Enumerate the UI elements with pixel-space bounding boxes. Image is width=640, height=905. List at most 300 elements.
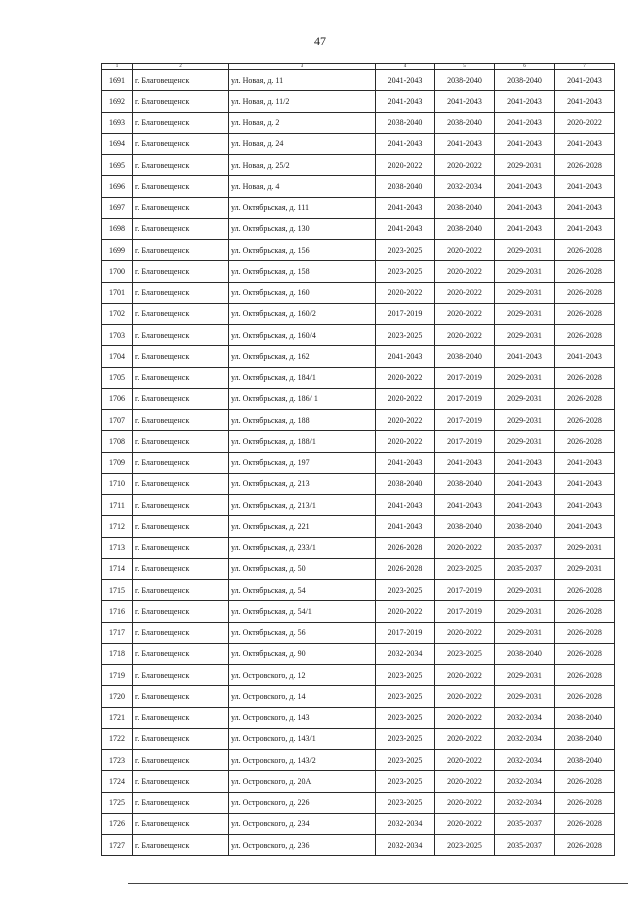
period-cell-col6: 2041-2043 (495, 218, 555, 239)
period-cell-col4: 2023-2025 (376, 792, 435, 813)
period-cell-col5: 2041-2043 (435, 452, 495, 473)
period-cell-col7: 2026-2028 (555, 665, 615, 686)
city-cell: г. Благовещенск (133, 665, 229, 686)
period-cell-col5: 2023-2025 (435, 835, 495, 856)
period-cell-col7: 2026-2028 (555, 792, 615, 813)
table-row (102, 91, 615, 112)
table-row (102, 261, 615, 282)
period-cell-col6: 2029-2031 (495, 325, 555, 346)
period-cell-col7: 2038-2040 (555, 750, 615, 771)
period-cell-col7: 2026-2028 (555, 813, 615, 834)
period-cell-col4: 2041-2043 (376, 133, 435, 154)
city-cell: г. Благовещенск (133, 643, 229, 664)
period-cell-col5: 2020-2022 (435, 813, 495, 834)
period-cell-col7: 2029-2031 (555, 558, 615, 579)
table-row (102, 346, 615, 367)
table-row (102, 537, 615, 558)
period-cell-col7: 2026-2028 (555, 155, 615, 176)
period-cell-col6: 2029-2031 (495, 622, 555, 643)
address-cell: ул. Островского, д. 236 (229, 835, 376, 856)
period-cell-col6: 2032-2034 (495, 792, 555, 813)
period-cell-col7: 2041-2043 (555, 346, 615, 367)
period-cell-col5: 2023-2025 (435, 558, 495, 579)
table-row (102, 410, 615, 431)
period-cell-col7: 2041-2043 (555, 473, 615, 494)
period-cell-col4: 2038-2040 (376, 176, 435, 197)
header-cell: 3 (229, 64, 376, 70)
period-cell-col5: 2041-2043 (435, 495, 495, 516)
period-cell-col4: 2020-2022 (376, 388, 435, 409)
row-number: 1705 (102, 367, 133, 388)
period-cell-col6: 2029-2031 (495, 155, 555, 176)
period-cell-col4: 2023-2025 (376, 240, 435, 261)
address-cell: ул. Октябрьская, д. 54/1 (229, 601, 376, 622)
address-cell: ул. Октябрьская, д. 111 (229, 197, 376, 218)
period-cell-col4: 2041-2043 (376, 91, 435, 112)
period-cell-col6: 2029-2031 (495, 303, 555, 324)
period-cell-col5: 2041-2043 (435, 91, 495, 112)
city-cell: г. Благовещенск (133, 155, 229, 176)
period-cell-col5: 2020-2022 (435, 325, 495, 346)
row-number: 1711 (102, 495, 133, 516)
city-cell: г. Благовещенск (133, 707, 229, 728)
period-cell-col6: 2029-2031 (495, 580, 555, 601)
period-cell-col5: 2020-2022 (435, 728, 495, 749)
period-cell-col5: 2038-2040 (435, 473, 495, 494)
period-cell-col7: 2026-2028 (555, 303, 615, 324)
table-row (102, 133, 615, 154)
address-cell: ул. Октябрьская, д. 160/2 (229, 303, 376, 324)
page-number: 47 (314, 34, 326, 48)
city-cell: г. Благовещенск (133, 728, 229, 749)
period-cell-col7: 2026-2028 (555, 686, 615, 707)
period-cell-col6: 2038-2040 (495, 70, 555, 91)
row-number: 1706 (102, 388, 133, 409)
period-cell-col4: 2023-2025 (376, 580, 435, 601)
period-cell-col4: 2041-2043 (376, 197, 435, 218)
row-number: 1717 (102, 622, 133, 643)
period-cell-col6: 2029-2031 (495, 388, 555, 409)
period-cell-col7: 2026-2028 (555, 240, 615, 261)
period-cell-col4: 2032-2034 (376, 643, 435, 664)
row-number: 1699 (102, 240, 133, 261)
row-number: 1702 (102, 303, 133, 324)
city-cell: г. Благовещенск (133, 473, 229, 494)
city-cell: г. Благовещенск (133, 367, 229, 388)
city-cell: г. Благовещенск (133, 601, 229, 622)
table-row (102, 452, 615, 473)
period-cell-col4: 2041-2043 (376, 516, 435, 537)
city-cell: г. Благовещенск (133, 197, 229, 218)
period-cell-col7: 2026-2028 (555, 282, 615, 303)
address-cell: ул. Островского, д. 143/2 (229, 750, 376, 771)
period-cell-col7: 2026-2028 (555, 601, 615, 622)
table-row (102, 601, 615, 622)
row-number: 1716 (102, 601, 133, 622)
row-number: 1709 (102, 452, 133, 473)
address-cell: ул. Октябрьская, д. 188 (229, 410, 376, 431)
period-cell-col7: 2041-2043 (555, 70, 615, 91)
period-cell-col5: 2017-2019 (435, 367, 495, 388)
period-cell-col7: 2026-2028 (555, 622, 615, 643)
table-row (102, 197, 615, 218)
table-row (102, 240, 615, 261)
header-cell: 5 (435, 64, 495, 70)
city-cell: г. Благовещенск (133, 452, 229, 473)
address-cell: ул. Островского, д. 226 (229, 792, 376, 813)
period-cell-col6: 2029-2031 (495, 240, 555, 261)
city-cell: г. Благовещенск (133, 537, 229, 558)
period-cell-col5: 2038-2040 (435, 218, 495, 239)
period-cell-col4: 2041-2043 (376, 218, 435, 239)
address-cell: ул. Октябрьская, д. 158 (229, 261, 376, 282)
period-cell-col5: 2020-2022 (435, 240, 495, 261)
city-cell: г. Благовещенск (133, 325, 229, 346)
period-cell-col7: 2041-2043 (555, 197, 615, 218)
period-cell-col6: 2029-2031 (495, 601, 555, 622)
row-number: 1704 (102, 346, 133, 367)
period-cell-col6: 2041-2043 (495, 91, 555, 112)
address-cell: ул. Островского, д. 143 (229, 707, 376, 728)
row-number: 1710 (102, 473, 133, 494)
period-cell-col5: 2020-2022 (435, 282, 495, 303)
period-cell-col4: 2020-2022 (376, 155, 435, 176)
address-cell: ул. Октябрьская, д. 197 (229, 452, 376, 473)
address-cell: ул. Октябрьская, д. 56 (229, 622, 376, 643)
row-number: 1694 (102, 133, 133, 154)
table-row (102, 558, 615, 579)
row-number: 1701 (102, 282, 133, 303)
address-cell: ул. Островского, д. 12 (229, 665, 376, 686)
address-cell: ул. Октябрьская, д. 50 (229, 558, 376, 579)
period-cell-col7: 2041-2043 (555, 133, 615, 154)
period-cell-col6: 2041-2043 (495, 112, 555, 133)
period-cell-col4: 2032-2034 (376, 813, 435, 834)
row-number: 1700 (102, 261, 133, 282)
period-cell-col6: 2029-2031 (495, 665, 555, 686)
period-cell-col4: 2017-2019 (376, 303, 435, 324)
city-cell: г. Благовещенск (133, 240, 229, 261)
city-cell: г. Благовещенск (133, 133, 229, 154)
table-row (102, 643, 615, 664)
period-cell-col4: 2020-2022 (376, 410, 435, 431)
period-cell-col7: 2041-2043 (555, 218, 615, 239)
period-cell-col6: 2029-2031 (495, 431, 555, 452)
row-number: 1725 (102, 792, 133, 813)
table-row (102, 431, 615, 452)
city-cell: г. Благовещенск (133, 112, 229, 133)
period-cell-col4: 2023-2025 (376, 325, 435, 346)
address-cell: ул. Октябрьская, д. 160/4 (229, 325, 376, 346)
address-cell: ул. Новая, д. 24 (229, 133, 376, 154)
period-cell-col5: 2020-2022 (435, 622, 495, 643)
period-cell-col4: 2038-2040 (376, 473, 435, 494)
period-cell-col6: 2041-2043 (495, 176, 555, 197)
table-row (102, 112, 615, 133)
row-number: 1691 (102, 70, 133, 91)
row-number: 1697 (102, 197, 133, 218)
period-cell-col7: 2041-2043 (555, 91, 615, 112)
row-number: 1724 (102, 771, 133, 792)
housing-registry-table (101, 63, 615, 856)
table-row (102, 750, 615, 771)
period-cell-col5: 2020-2022 (435, 686, 495, 707)
table-row (102, 325, 615, 346)
row-number: 1721 (102, 707, 133, 728)
table-row (102, 622, 615, 643)
city-cell: г. Благовещенск (133, 261, 229, 282)
period-cell-col4: 2041-2043 (376, 452, 435, 473)
city-cell: г. Благовещенск (133, 686, 229, 707)
period-cell-col7: 2026-2028 (555, 410, 615, 431)
row-number: 1712 (102, 516, 133, 537)
period-cell-col6: 2035-2037 (495, 813, 555, 834)
table-row (102, 303, 615, 324)
city-cell: г. Благовещенск (133, 792, 229, 813)
period-cell-col6: 2035-2037 (495, 558, 555, 579)
period-cell-col7: 2041-2043 (555, 176, 615, 197)
city-cell: г. Благовещенск (133, 388, 229, 409)
address-cell: ул. Октябрьская, д. 54 (229, 580, 376, 601)
table-row (102, 70, 615, 91)
row-number: 1715 (102, 580, 133, 601)
period-cell-col6: 2029-2031 (495, 261, 555, 282)
period-cell-col5: 2020-2022 (435, 707, 495, 728)
row-number: 1692 (102, 91, 133, 112)
city-cell: г. Благовещенск (133, 303, 229, 324)
period-cell-col7: 2026-2028 (555, 643, 615, 664)
city-cell: г. Благовещенск (133, 218, 229, 239)
period-cell-col5: 2017-2019 (435, 601, 495, 622)
period-cell-col6: 2029-2031 (495, 367, 555, 388)
period-cell-col6: 2035-2037 (495, 835, 555, 856)
period-cell-col6: 2029-2031 (495, 686, 555, 707)
period-cell-col7: 2026-2028 (555, 388, 615, 409)
table-row (102, 282, 615, 303)
city-cell: г. Благовещенск (133, 91, 229, 112)
city-cell: г. Благовещенск (133, 813, 229, 834)
period-cell-col5: 2020-2022 (435, 771, 495, 792)
period-cell-col4: 2023-2025 (376, 707, 435, 728)
address-cell: ул. Островского, д. 143/1 (229, 728, 376, 749)
row-number: 1695 (102, 155, 133, 176)
table-row (102, 835, 615, 856)
period-cell-col4: 2041-2043 (376, 70, 435, 91)
table-row (102, 707, 615, 728)
city-cell: г. Благовещенск (133, 70, 229, 91)
row-number: 1698 (102, 218, 133, 239)
period-cell-col5: 2017-2019 (435, 388, 495, 409)
period-cell-col7: 2041-2043 (555, 516, 615, 537)
period-cell-col5: 2020-2022 (435, 303, 495, 324)
period-cell-col4: 2023-2025 (376, 665, 435, 686)
period-cell-col5: 2020-2022 (435, 792, 495, 813)
period-cell-col4: 2038-2040 (376, 112, 435, 133)
period-cell-col5: 2041-2043 (435, 133, 495, 154)
address-cell: ул. Новая, д. 4 (229, 176, 376, 197)
period-cell-col5: 2020-2022 (435, 537, 495, 558)
table-row (102, 516, 615, 537)
period-cell-col5: 2038-2040 (435, 112, 495, 133)
table-row (102, 771, 615, 792)
city-cell: г. Благовещенск (133, 771, 229, 792)
period-cell-col7: 2038-2040 (555, 728, 615, 749)
period-cell-col6: 2041-2043 (495, 473, 555, 494)
header-cell: 7 (555, 64, 615, 70)
city-cell: г. Благовещенск (133, 346, 229, 367)
period-cell-col6: 2038-2040 (495, 516, 555, 537)
period-cell-col5: 2023-2025 (435, 643, 495, 664)
period-cell-col4: 2020-2022 (376, 367, 435, 388)
period-cell-col7: 2020-2022 (555, 112, 615, 133)
address-cell: ул. Новая, д. 25/2 (229, 155, 376, 176)
period-cell-col4: 2020-2022 (376, 282, 435, 303)
period-cell-col4: 2017-2019 (376, 622, 435, 643)
period-cell-col5: 2020-2022 (435, 665, 495, 686)
row-number: 1696 (102, 176, 133, 197)
period-cell-col4: 2023-2025 (376, 750, 435, 771)
table-row (102, 176, 615, 197)
header-cell: 6 (495, 64, 555, 70)
address-cell: ул. Октябрьская, д. 162 (229, 346, 376, 367)
row-number: 1726 (102, 813, 133, 834)
address-cell: ул. Октябрьская, д. 184/1 (229, 367, 376, 388)
period-cell-col6: 2041-2043 (495, 346, 555, 367)
row-number: 1723 (102, 750, 133, 771)
table-row (102, 367, 615, 388)
table-row (102, 495, 615, 516)
period-cell-col5: 2020-2022 (435, 750, 495, 771)
city-cell: г. Благовещенск (133, 622, 229, 643)
address-cell: ул. Новая, д. 11/2 (229, 91, 376, 112)
address-cell: ул. Октябрьская, д. 233/1 (229, 537, 376, 558)
period-cell-col7: 2026-2028 (555, 261, 615, 282)
period-cell-col7: 2026-2028 (555, 325, 615, 346)
period-cell-col4: 2023-2025 (376, 728, 435, 749)
city-cell: г. Благовещенск (133, 282, 229, 303)
period-cell-col7: 2026-2028 (555, 580, 615, 601)
period-cell-col6: 2029-2031 (495, 410, 555, 431)
city-cell: г. Благовещенск (133, 176, 229, 197)
row-number: 1720 (102, 686, 133, 707)
period-cell-col5: 2038-2040 (435, 197, 495, 218)
header-cell: 2 (133, 64, 229, 70)
table-row (102, 792, 615, 813)
period-cell-col4: 2020-2022 (376, 601, 435, 622)
period-cell-col4: 2032-2034 (376, 835, 435, 856)
period-cell-col5: 2038-2040 (435, 70, 495, 91)
table-row (102, 473, 615, 494)
row-number: 1718 (102, 643, 133, 664)
period-cell-col5: 2038-2040 (435, 346, 495, 367)
period-cell-col6: 2035-2037 (495, 537, 555, 558)
period-cell-col4: 2023-2025 (376, 771, 435, 792)
period-cell-col5: 2032-2034 (435, 176, 495, 197)
address-cell: ул. Новая, д. 2 (229, 112, 376, 133)
table-row (102, 665, 615, 686)
period-cell-col7: 2041-2043 (555, 452, 615, 473)
city-cell: г. Благовещенск (133, 516, 229, 537)
row-number: 1713 (102, 537, 133, 558)
address-cell: ул. Островского, д. 234 (229, 813, 376, 834)
table-row (102, 728, 615, 749)
table-row (102, 388, 615, 409)
period-cell-col6: 2032-2034 (495, 771, 555, 792)
city-cell: г. Благовещенск (133, 580, 229, 601)
period-cell-col5: 2017-2019 (435, 580, 495, 601)
header-cell: 4 (376, 64, 435, 70)
address-cell: ул. Октябрьская, д. 213/1 (229, 495, 376, 516)
period-cell-col6: 2032-2034 (495, 750, 555, 771)
address-cell: ул. Октябрьская, д. 156 (229, 240, 376, 261)
period-cell-col7: 2026-2028 (555, 835, 615, 856)
city-cell: г. Благовещенск (133, 431, 229, 452)
row-number: 1707 (102, 410, 133, 431)
table-row (102, 686, 615, 707)
period-cell-col6: 2041-2043 (495, 197, 555, 218)
address-cell: ул. Октябрьская, д. 160 (229, 282, 376, 303)
table-row (102, 813, 615, 834)
city-cell: г. Благовещенск (133, 750, 229, 771)
row-number: 1727 (102, 835, 133, 856)
address-cell: ул. Октябрьская, д. 188/1 (229, 431, 376, 452)
period-cell-col6: 2038-2040 (495, 643, 555, 664)
address-cell: ул. Октябрьская, д. 221 (229, 516, 376, 537)
address-cell: ул. Октябрьская, д. 130 (229, 218, 376, 239)
period-cell-col7: 2026-2028 (555, 771, 615, 792)
table-row (102, 218, 615, 239)
period-cell-col7: 2026-2028 (555, 431, 615, 452)
period-cell-col4: 2023-2025 (376, 261, 435, 282)
address-cell: ул. Островского, д. 14 (229, 686, 376, 707)
city-cell: г. Благовещенск (133, 410, 229, 431)
table-row (102, 155, 615, 176)
period-cell-col4: 2020-2022 (376, 431, 435, 452)
page-bottom-rule (128, 883, 628, 884)
address-cell: ул. Новая, д. 11 (229, 70, 376, 91)
period-cell-col7: 2026-2028 (555, 367, 615, 388)
period-cell-col5: 2017-2019 (435, 431, 495, 452)
period-cell-col7: 2029-2031 (555, 537, 615, 558)
period-cell-col4: 2026-2028 (376, 537, 435, 558)
period-cell-col6: 2041-2043 (495, 452, 555, 473)
period-cell-col4: 2026-2028 (376, 558, 435, 579)
row-number: 1722 (102, 728, 133, 749)
header-cell: 1 (102, 64, 133, 70)
address-cell: ул. Октябрьская, д. 90 (229, 643, 376, 664)
period-cell-col6: 2032-2034 (495, 728, 555, 749)
row-number: 1703 (102, 325, 133, 346)
city-cell: г. Благовещенск (133, 558, 229, 579)
period-cell-col6: 2041-2043 (495, 495, 555, 516)
table-row (102, 580, 615, 601)
period-cell-col6: 2032-2034 (495, 707, 555, 728)
row-number: 1693 (102, 112, 133, 133)
address-cell: ул. Октябрьская, д. 186/ 1 (229, 388, 376, 409)
row-number: 1714 (102, 558, 133, 579)
period-cell-col4: 2041-2043 (376, 346, 435, 367)
address-cell: ул. Октябрьская, д. 213 (229, 473, 376, 494)
city-cell: г. Благовещенск (133, 495, 229, 516)
period-cell-col5: 2020-2022 (435, 261, 495, 282)
period-cell-col5: 2017-2019 (435, 410, 495, 431)
period-cell-col5: 2038-2040 (435, 516, 495, 537)
period-cell-col4: 2041-2043 (376, 495, 435, 516)
period-cell-col7: 2038-2040 (555, 707, 615, 728)
period-cell-col4: 2023-2025 (376, 686, 435, 707)
row-number: 1719 (102, 665, 133, 686)
period-cell-col6: 2041-2043 (495, 133, 555, 154)
